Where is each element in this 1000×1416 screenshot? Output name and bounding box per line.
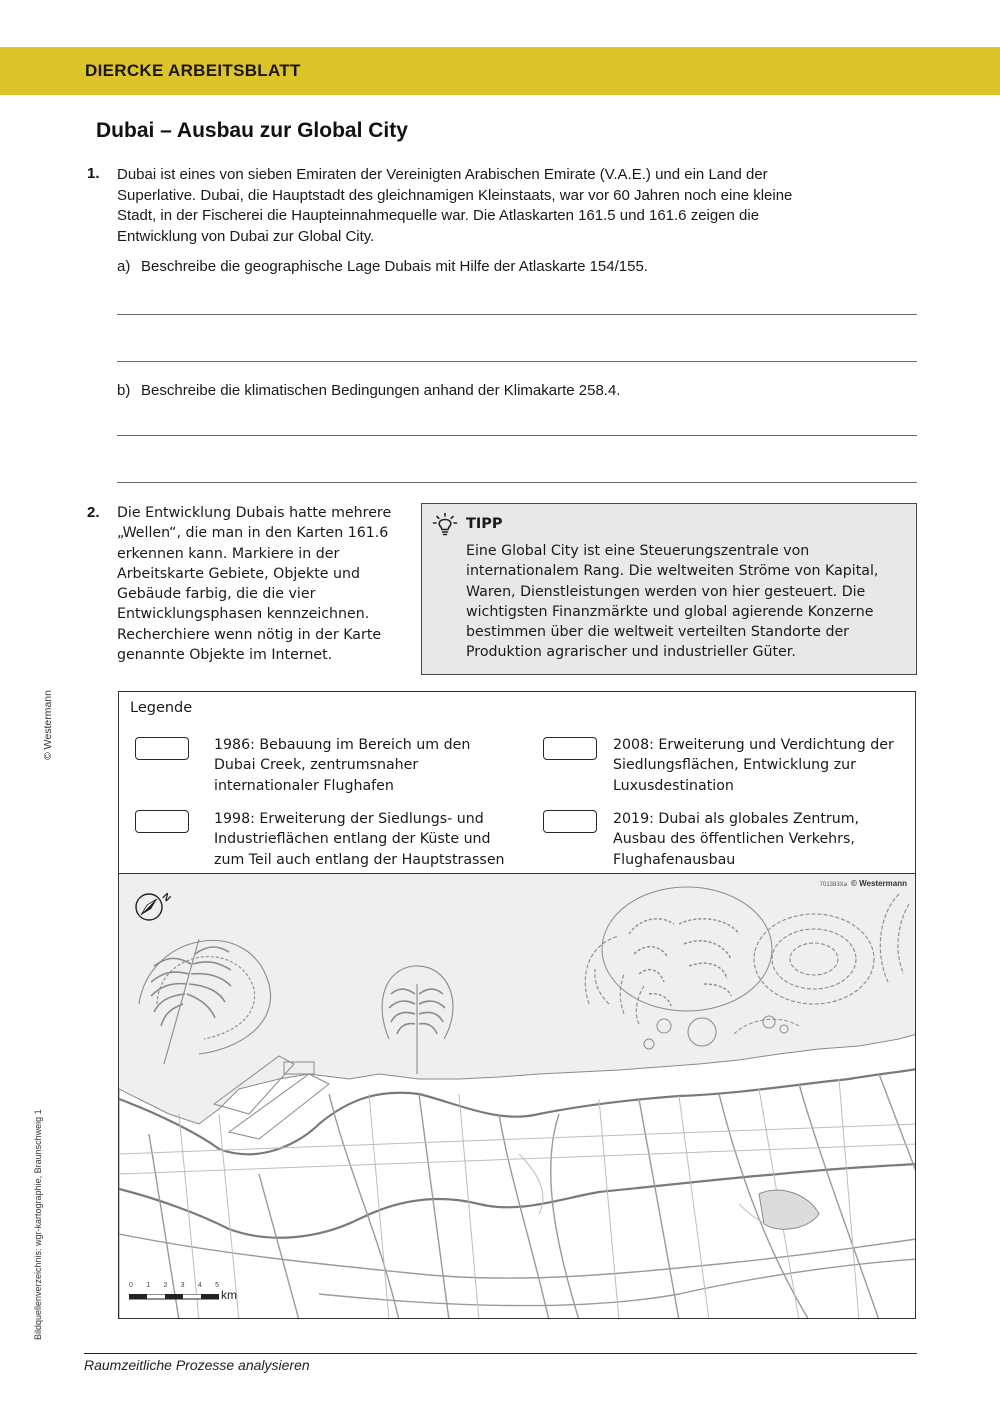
- legend-line: Industrieflächen entlang der Küste und: [214, 831, 491, 848]
- scale-unit: km: [221, 1288, 237, 1302]
- legend-swatch-2019[interactable]: [543, 810, 597, 833]
- tipp-line: Waren, Dienstleistungen werden von hier gesteuert. Die: [466, 583, 866, 600]
- map-credit-code: 701383Xa: [819, 882, 848, 888]
- task-1-line: Dubai ist eines von sieben Emiraten der Vereinigten Arabischen Emirate (V.A.E.) und ein Land der: [117, 166, 768, 183]
- legend-swatch-2008[interactable]: [543, 737, 597, 760]
- side-image-source: Bildquellenverzeichnis: wgr-kartographie, Braunschweig 1: [33, 1109, 43, 1340]
- lightbulb-icon: [432, 512, 458, 538]
- task-2-line: Gebäude farbig, die die vier: [117, 586, 316, 603]
- task-1-line: Stadt, in der Fischerei die Haupteinnahmequelle war. Die Atlaskarten 161.5 und 161.6 zeigen die: [117, 207, 760, 224]
- tipp-line: Produktion agrarischer und industrieller Güter.: [466, 644, 796, 661]
- answer-line-1a-2[interactable]: [117, 361, 917, 362]
- task-2-text: [117, 503, 417, 665]
- task-1-text: [117, 165, 917, 247]
- legend-line: internationaler Flughafen: [214, 777, 394, 794]
- scale-tick: 4: [197, 1282, 202, 1289]
- task-2-line: Die Entwicklung Dubais hatte mehrere: [117, 505, 392, 521]
- task-2-line: Arbeitskarte Gebiete, Objekte und: [117, 565, 361, 582]
- scale-bar-graphic: [129, 1294, 219, 1300]
- task-1-line: Entwicklung von Dubai zur Global City.: [117, 227, 375, 245]
- header-title: DIERCKE ARBEITSBLATT: [85, 61, 301, 80]
- dubai-work-map[interactable]: [118, 873, 916, 1319]
- task-2-line: Entwicklungsphasen kennzeichnen.: [117, 606, 370, 623]
- legend-line: zum Teil auch entlang der Hauptstrassen: [214, 851, 505, 868]
- task-2-number: 2.: [87, 504, 100, 521]
- answer-line-1a-1[interactable]: [117, 314, 917, 315]
- task-1a-text: Beschreibe die geographische Lage Dubais mit Hilfe der Atlaskarte 154/155.: [141, 258, 648, 275]
- legend-text-2019: [613, 809, 859, 870]
- scale-tick: 1: [146, 1282, 151, 1289]
- legend-swatch-1986[interactable]: [135, 737, 189, 760]
- task-1-number: 1.: [87, 165, 100, 182]
- task-2-line: Recherchiere wenn nötig in der Karte: [117, 626, 382, 643]
- legend-text-1998: [214, 809, 505, 870]
- tipp-line: bestimmen über die weltweit verteilten Standorte der: [466, 624, 850, 641]
- scale-ticks: [129, 1282, 219, 1289]
- task-1b-text: Beschreibe die klimatischen Bedingungen anhand der Klimakarte 258.4.: [141, 382, 621, 399]
- tipp-line: wichtigsten Finanzmärkte und global agierende Konzerne: [466, 603, 874, 620]
- scale-tick: 3: [180, 1282, 185, 1289]
- legend-text-1986: [214, 735, 470, 796]
- legend-line: 1986: Bebauung im Bereich um den: [214, 737, 471, 753]
- legend-line: Siedlungsflächen, Entwicklung zur: [613, 757, 856, 774]
- scale-tick: 5: [215, 1282, 219, 1289]
- legend-title: Legende: [130, 700, 193, 716]
- legend-line: 1998: Erweiterung der Siedlungs- und: [214, 811, 484, 827]
- legend-line: Dubai Creek, zentrumsnaher: [214, 757, 419, 774]
- scale-tick: 0: [129, 1282, 133, 1289]
- legend-line: Ausbau des öffentlichen Verkehrs,: [613, 831, 855, 848]
- map-drawing: [119, 874, 916, 1319]
- side-copyright: © Westermann: [42, 690, 54, 760]
- legend-line: 2019: Dubai als globales Zentrum,: [613, 811, 860, 827]
- tipp-heading: TIPP: [466, 516, 503, 532]
- task-2-line: „Wellen“, die man in den Karten 161.6: [117, 525, 389, 542]
- task-1b-label: b): [117, 382, 131, 399]
- tipp-text: [466, 541, 912, 663]
- legend-line: 2008: Erweiterung und Verdichtung der: [613, 737, 894, 753]
- legend-box: [118, 691, 916, 874]
- task-1a-label: a): [117, 258, 131, 275]
- legend-line: Luxusdestination: [613, 777, 734, 794]
- page-title: Dubai – Ausbau zur Global City: [96, 119, 408, 142]
- legend-swatch-1998[interactable]: [135, 810, 189, 833]
- north-arrow-icon: [133, 888, 175, 922]
- map-credit-text: © Westermann: [851, 879, 907, 888]
- scale-tick: 2: [163, 1282, 168, 1289]
- north-label: N: [159, 891, 173, 905]
- footer-rule: [84, 1353, 917, 1354]
- task-2-line: erkennen kann. Markiere in der: [117, 545, 340, 562]
- footer-text: Raumzeitliche Prozesse analysieren: [84, 1357, 310, 1373]
- legend-text-2008: [613, 735, 894, 796]
- answer-line-1b-2[interactable]: [117, 482, 917, 483]
- tipp-line: internationalem Rang. Die weltweiten Ströme von Kapital,: [466, 563, 879, 580]
- tipp-line: Eine Global City ist eine Steuerungszentrale von: [466, 543, 810, 559]
- tipp-box: [421, 503, 917, 675]
- map-credit: [820, 879, 907, 888]
- task-2-line: genannte Objekte im Internet.: [117, 647, 333, 664]
- answer-line-1b-1[interactable]: [117, 435, 917, 436]
- task-1-line: Superlative. Dubai, die Hauptstadt des gleichnamigen Kleinstaats, war vor 60 Jahren noch eine kleine: [117, 186, 793, 204]
- legend-line: Flughafenausbau: [613, 851, 736, 868]
